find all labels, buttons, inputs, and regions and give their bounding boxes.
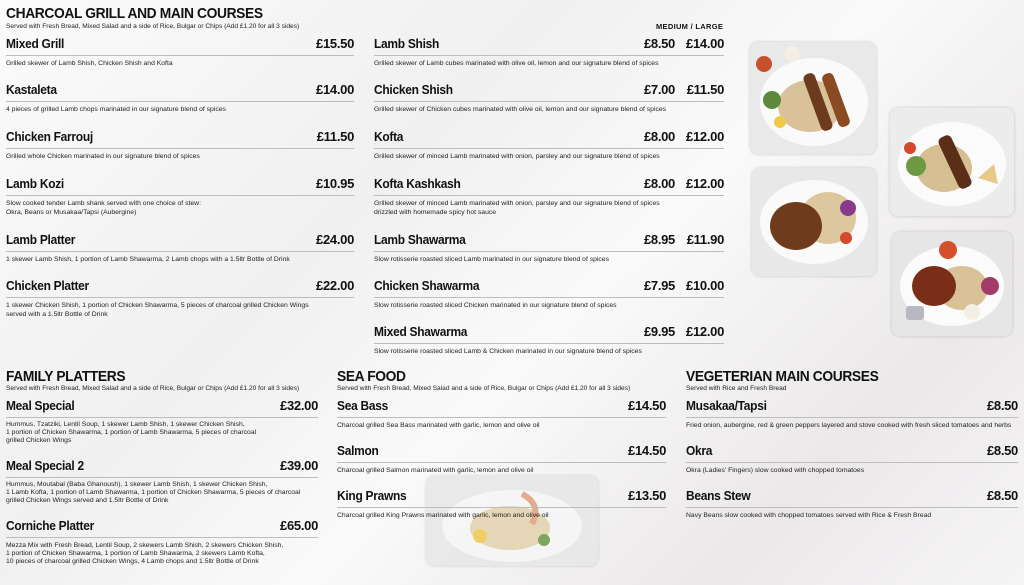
menu-item-name: Kofta — [374, 129, 404, 144]
menu-item-description: Grilled skewer of minced Lamb marinated with onion, parsley and our signature blend of spices — [374, 200, 660, 207]
menu-item-description: grilled Chicken Wings — [6, 437, 72, 444]
menu-item-price: £24.00 — [316, 232, 354, 247]
divider — [337, 462, 666, 463]
menu-item-name: Okra — [686, 443, 713, 458]
menu-item-description: 1 Lamb Kofta, 1 portion of Lamb Shawarma, 1 portion of Chicken Shawarma, 5 pieces of charcoal — [6, 489, 301, 496]
menu-item-price-medium: £8.50 — [643, 36, 675, 51]
menu-item-price: £10.95 — [316, 176, 354, 191]
divider — [6, 195, 354, 196]
menu-item-name: Salmon — [337, 443, 379, 458]
divider — [6, 297, 354, 298]
menu-item-price-medium: £7.00 — [643, 82, 675, 97]
menu-item-price-large: £12.00 — [686, 176, 724, 191]
menu-item-price: £8.50 — [986, 443, 1018, 458]
menu-item-price-large: £10.00 — [686, 278, 724, 293]
divider — [686, 417, 1018, 418]
menu-item-name: Mixed Grill — [6, 36, 65, 51]
lamb-shish-photo — [890, 108, 1014, 216]
menu-item-price-medium: £8.00 — [643, 176, 675, 191]
menu-item-price: £13.50 — [628, 488, 666, 503]
menu-item-name: King Prawns — [337, 488, 407, 503]
menu-item-name: Lamb Platter — [6, 232, 76, 247]
menu-item-description: served with a 1.5ltr Bottle of Drink — [6, 311, 108, 318]
divider — [337, 507, 666, 508]
menu-item-description: drizzled with homemade spicy hot sauce — [374, 209, 497, 216]
menu-item-name: Lamb Shish — [374, 36, 440, 51]
size-large-label: LARGE — [695, 22, 724, 31]
menu-item-price-large: £12.00 — [686, 324, 724, 339]
menu-item-description: Slow rotisserie roasted sliced Lamb & Chicken marinated in our signature blend of spices — [374, 348, 642, 355]
menu-item-price-medium: £8.95 — [643, 232, 675, 247]
menu-item-description: Grilled skewer of Chicken cubes marinated with olive oil, lemon and our signature blend of spices — [374, 106, 667, 113]
seafood-section-subtitle: Served with Fresh Bread, Mixed Salad and a side of Rice, Bulgar or Chips (Add £1.20 for all 3 sides) — [337, 385, 631, 392]
menu-item-name: Meal Special — [6, 398, 75, 413]
menu-item-price: £15.50 — [316, 36, 354, 51]
menu-item-description: 1 skewer Chicken Shish, 1 portion of Chicken Shawarma, 5 pieces of charcoal grilled Chicken Wings — [6, 302, 309, 309]
chicken-wings-photo — [892, 232, 1012, 336]
menu-item-name: Chicken Shawarma — [374, 278, 480, 293]
divider — [6, 417, 318, 418]
menu-item-name: Chicken Farrouj — [6, 129, 93, 144]
menu-item-description: Grilled skewer of Lamb cubes marinated with olive oil, lemon and our signature blend of spices — [374, 60, 659, 67]
divider — [374, 148, 724, 149]
menu-item-description: Fried onion, aubergine, red & green peppers layered and stove cooked with fresh sliced tomatoes and herbs — [686, 422, 1012, 429]
menu-item-description: 1 skewer Lamb Shish, 1 portion of Lamb Shawarma, 2 Lamb chops with a 1.5ltr Bottle of Drink — [6, 256, 290, 263]
menu-item-description: Okra, Beans or Musakaa/Tapsi (Aubergine) — [6, 209, 137, 216]
size-header — [656, 22, 723, 31]
divider — [6, 251, 354, 252]
menu-item-description: grilled Chicken Wings served and 1.5ltr Bottle of Drink — [6, 497, 169, 504]
menu-item-price: £22.00 — [316, 278, 354, 293]
menu-item-description: Grilled skewer of minced Lamb marinated with onion, parsley and our signature blend of spices — [374, 153, 660, 160]
divider — [374, 251, 724, 252]
menu-item-description: Charcoal grilled King Prawns marinated with garlic, lemon and olive oil — [337, 512, 549, 519]
menu-item-name: Kastaleta — [6, 82, 57, 97]
menu-item-description: 10 pieces of charcoal grilled Chicken Wings, 4 Lamb chops and 1.5ltr Bottle of Drink — [6, 558, 259, 565]
menu-item-description: Okra (Ladies' Fingers) slow cooked with chopped tomatoes — [686, 467, 865, 474]
veg-section-title: VEGETERIAN MAIN COURSES — [686, 368, 879, 385]
menu-item-price: £11.50 — [316, 129, 354, 144]
menu-item-description: Slow rotisserie roasted sliced Lamb marinated in our signature blend of spices — [374, 256, 609, 263]
divider — [686, 462, 1018, 463]
menu-item-name: Musakaa/Tapsi — [686, 398, 767, 413]
divider — [6, 537, 318, 538]
menu-item-price: £65.00 — [280, 518, 318, 533]
king-prawns-photo — [426, 476, 598, 566]
divider — [337, 417, 666, 418]
menu-item-price: £14.00 — [316, 82, 354, 97]
menu-item-description: Grilled whole Chicken marinated in our signature blend of spices — [6, 153, 200, 160]
menu-item-description: Charcoal grilled Salmon marinated with garlic, lemon and olive oil — [337, 467, 534, 474]
menu-item-name: Meal Special 2 — [6, 458, 84, 473]
menu-item-name: Beans Stew — [686, 488, 751, 503]
mixed-grill-photo — [750, 42, 876, 154]
menu-item-description: Hummus, Moutabal (Baba Ghanoush), 1 skewer Lamb Shish, 1 skewer Chicken Shish, — [6, 481, 268, 488]
menu-item-price: £32.00 — [280, 398, 318, 413]
divider — [374, 343, 724, 344]
menu-item-price-medium: £9.95 — [643, 324, 675, 339]
menu-item-price: £14.50 — [628, 443, 666, 458]
menu-item-price-large: £11.90 — [686, 232, 724, 247]
family-section-title: FAMILY PLATTERS — [6, 368, 126, 385]
menu-item-description: 4 pieces of grilled Lamb chops marinated in our signature blend of spices — [6, 106, 226, 113]
divider — [6, 148, 354, 149]
divider — [6, 101, 354, 102]
menu-item-description: Mezza Mix with Fresh Bread, Lentil Soup, 2 skewers Lamb Shish, 2 skewers Chicken Shish, — [6, 542, 284, 549]
menu-item-name: Mixed Shawarma — [374, 324, 468, 339]
menu-item-description: Charcoal grilled Sea Bass marinated with garlic, lemon and olive oil — [337, 422, 540, 429]
grill-section-title: CHARCOAL GRILL AND MAIN COURSES — [6, 5, 263, 22]
divider — [6, 477, 318, 478]
menu-item-description: 1 portion of Chicken Shawarma, 1 portion of Lamb Shawarma, 2 skewers Lamb Kofta, — [6, 550, 265, 557]
menu-item-price-large: £14.00 — [686, 36, 724, 51]
menu-item-description: 1 portion of Chicken Shawarma, 1 portion of Lamb Shawarma, 5 pieces of charcoal — [6, 429, 257, 436]
menu-item-name: Kofta Kashkash — [374, 176, 461, 191]
menu-item-price: £14.50 — [628, 398, 666, 413]
menu-item-name: Chicken Shish — [374, 82, 453, 97]
menu-item-name: Lamb Shawarma — [374, 232, 466, 247]
menu-item-description: Slow rotisserie roasted sliced Chicken marinated in our signature blend of spices — [374, 302, 617, 309]
divider — [6, 55, 354, 56]
grill-section-subtitle: Served with Fresh Bread, Mixed Salad and a side of Rice, Bulgar or Chips (Add £1.20 for all 3 sides) — [6, 23, 300, 30]
menu-item-price-medium: £8.00 — [643, 129, 675, 144]
menu-item-description: Grilled skewer of Lamb Shish, Chicken Shish and Kofta — [6, 60, 173, 67]
shawarma-photo — [752, 168, 876, 276]
size-separator: / — [690, 22, 693, 31]
divider — [374, 297, 724, 298]
divider — [374, 55, 724, 56]
menu-item-price: £8.50 — [986, 398, 1018, 413]
size-medium-label: MEDIUM — [656, 22, 689, 31]
menu-item-price: £39.00 — [280, 458, 318, 473]
divider — [374, 101, 724, 102]
divider — [374, 195, 724, 196]
menu-item-description: Slow cooked tender Lamb shank served with one choice of stew: — [6, 200, 201, 207]
menu-item-price-medium: £7.95 — [643, 278, 675, 293]
menu-item-description: Hummus, Tzatziki, Lentil Soup, 1 skewer Lamb Shish, 1 skewer Chicken Shish, — [6, 421, 245, 428]
menu-item-price-large: £11.50 — [686, 82, 724, 97]
menu-item-name: Lamb Kozi — [6, 176, 64, 191]
veg-section-subtitle: Served with Rice and Fresh Bread — [686, 385, 787, 392]
menu-item-price: £8.50 — [986, 488, 1018, 503]
family-section-subtitle: Served with Fresh Bread, Mixed Salad and a side of Rice, Bulgar or Chips (Add £1.20 for all 3 sides) — [6, 385, 300, 392]
divider — [686, 507, 1018, 508]
seafood-section-title: SEA FOOD — [337, 368, 406, 385]
menu-item-name: Chicken Platter — [6, 278, 89, 293]
menu-item-description: Navy Beans slow cooked with chopped tomatoes served with Rice & Fresh Bread — [686, 512, 932, 519]
menu-item-price-large: £12.00 — [686, 129, 724, 144]
menu-item-name: Sea Bass — [337, 398, 388, 413]
menu-item-name: Corniche Platter — [6, 518, 94, 533]
